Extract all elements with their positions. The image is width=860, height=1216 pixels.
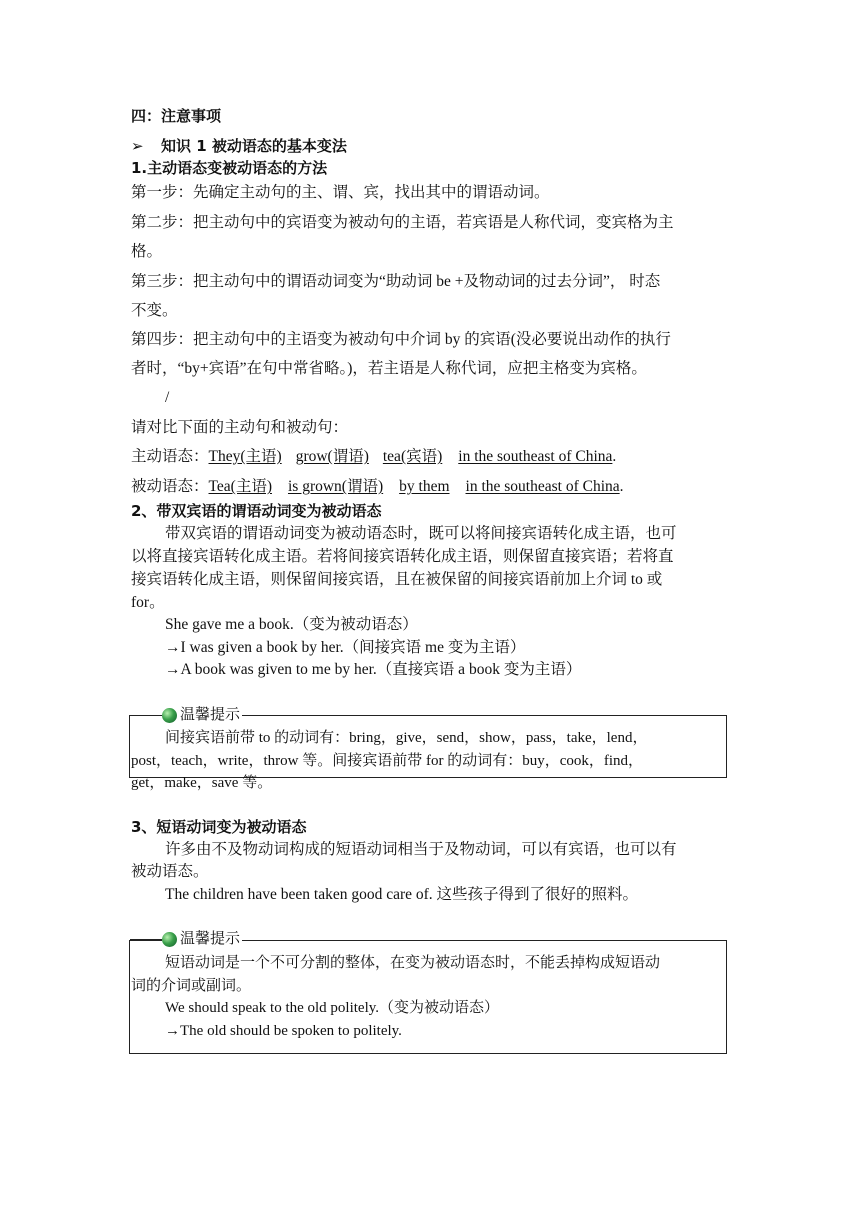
tip-box-1-label: 温馨提示 xyxy=(180,707,241,723)
tip-2-line-1: 短语动词是一个不可分割的整体，在变为被动语态时，不能丢掉构成短语动 xyxy=(165,955,661,971)
tip-box-1-tag xyxy=(162,705,242,725)
heading-2: 2、带双宾语的谓语动词变为被动语态 xyxy=(131,502,382,520)
passive-verb: is grown(谓语) xyxy=(287,478,384,495)
arrow-bullet-icon: ➢ xyxy=(131,137,144,155)
double-obj-example-1: She gave me a book.（变为被动语态） xyxy=(165,616,418,633)
tip-1-line-1: 间接宾语前带 to 的动词有：bring，give，send，show，pass，take，lend， xyxy=(165,730,648,746)
step-4-line-2: 者时，“by+宾语”在句中常省略。)，若主语是人称代词，应把主格变为宾格。 xyxy=(131,360,647,377)
passive-subject: Tea(主语) xyxy=(208,478,272,495)
phrasal-line-2: 被动语态。 xyxy=(131,863,209,880)
tip-2-example-1: We should speak to the old politely.（变为被动语态） xyxy=(165,1000,500,1016)
active-adverbial: in the southeast of China xyxy=(458,448,613,465)
step-1: 第一步：先确定主动句的主、谓、宾，找出其中的谓语动词。 xyxy=(131,184,550,201)
compare-intro: 请对比下面的主动句和被动句： xyxy=(131,419,349,436)
passive-agent: by them xyxy=(399,478,450,495)
heading-1: 1.主动语态变被动语态的方法 xyxy=(131,159,328,177)
double-obj-line-4: for。 xyxy=(131,594,165,611)
globe-icon xyxy=(162,708,177,723)
step-3-line-1: 第三步：把主动句中的谓语动词变为“助动词 be +及物动词的过去分词”， 时态 xyxy=(131,273,661,290)
tip-2-line-2: 词的介词或副词。 xyxy=(131,978,252,994)
active-object: tea(宾语) xyxy=(382,448,443,465)
slash-mark: / xyxy=(165,389,170,406)
tip-2-example-2: →The old should be spoken to politely. xyxy=(165,1023,402,1039)
tip-box-2-tag xyxy=(162,929,242,949)
step-2-line-1: 第二步：把主动句中的宾语变为被动句的主语，若宾语是人称代词，变宾格为主 xyxy=(131,214,674,231)
passive-voice-example: 被动语态：Tea(主语) is grown(谓语) by them in the southeast of China. xyxy=(131,478,624,495)
tip-1-line-2: post，teach，write，throw 等。间接宾语前带 for 的动词有：buy，cook，find， xyxy=(131,753,644,769)
double-obj-line-1: 带双宾语的谓语动词变为被动语态时，既可以将间接宾语转化成主语，也可 xyxy=(165,525,677,542)
tip-1-line-3: get，make，save 等。 xyxy=(131,775,273,791)
phrasal-example: The children have been taken good care of. 这些孩子得到了很好的照料。 xyxy=(165,886,639,903)
section-title: 四：注意事项 xyxy=(131,107,222,125)
double-obj-line-3: 接宾语转化成主语，则保留间接宾语，且在被保留的间接宾语前加上介词 to 或 xyxy=(131,571,663,588)
globe-icon xyxy=(162,932,177,947)
passive-adverbial: in the southeast of China xyxy=(465,478,620,495)
heading-3: 3、短语动词变为被动语态 xyxy=(131,818,307,836)
active-subject: They(主语) xyxy=(208,448,282,465)
phrasal-line-1: 许多由不及物动词构成的短语动词相当于及物动词，可以有宾语，也可以有 xyxy=(165,841,677,858)
double-obj-line-2: 以将直接宾语转化成主语。若将间接宾语转化成主语，则保留直接宾语；若将直 xyxy=(131,548,674,565)
active-label: 主动语态： xyxy=(131,448,209,465)
step-4-line-1: 第四步：把主动句中的主语变为被动句中介词 by 的宾语(没必要说出动作的执行 xyxy=(131,331,671,348)
double-obj-example-3: →A book was given to me by her.（直接宾语 a book 变为主语） xyxy=(165,661,582,678)
knowledge-heading-text: 知识 1 被动语态的基本变法 xyxy=(161,137,347,155)
tip-box-2-label: 温馨提示 xyxy=(180,931,241,947)
knowledge-heading xyxy=(131,136,731,156)
double-obj-example-2: →I was given a book by her.（间接宾语 me 变为主语） xyxy=(165,639,526,656)
passive-label: 被动语态： xyxy=(131,478,209,495)
active-voice-example: 主动语态：They(主语) grow(谓语) tea(宾语) in the southeast of China. xyxy=(131,448,617,465)
step-3-line-2: 不变。 xyxy=(131,302,178,319)
step-2-line-2: 格。 xyxy=(131,243,163,260)
active-verb: grow(谓语) xyxy=(295,448,369,465)
